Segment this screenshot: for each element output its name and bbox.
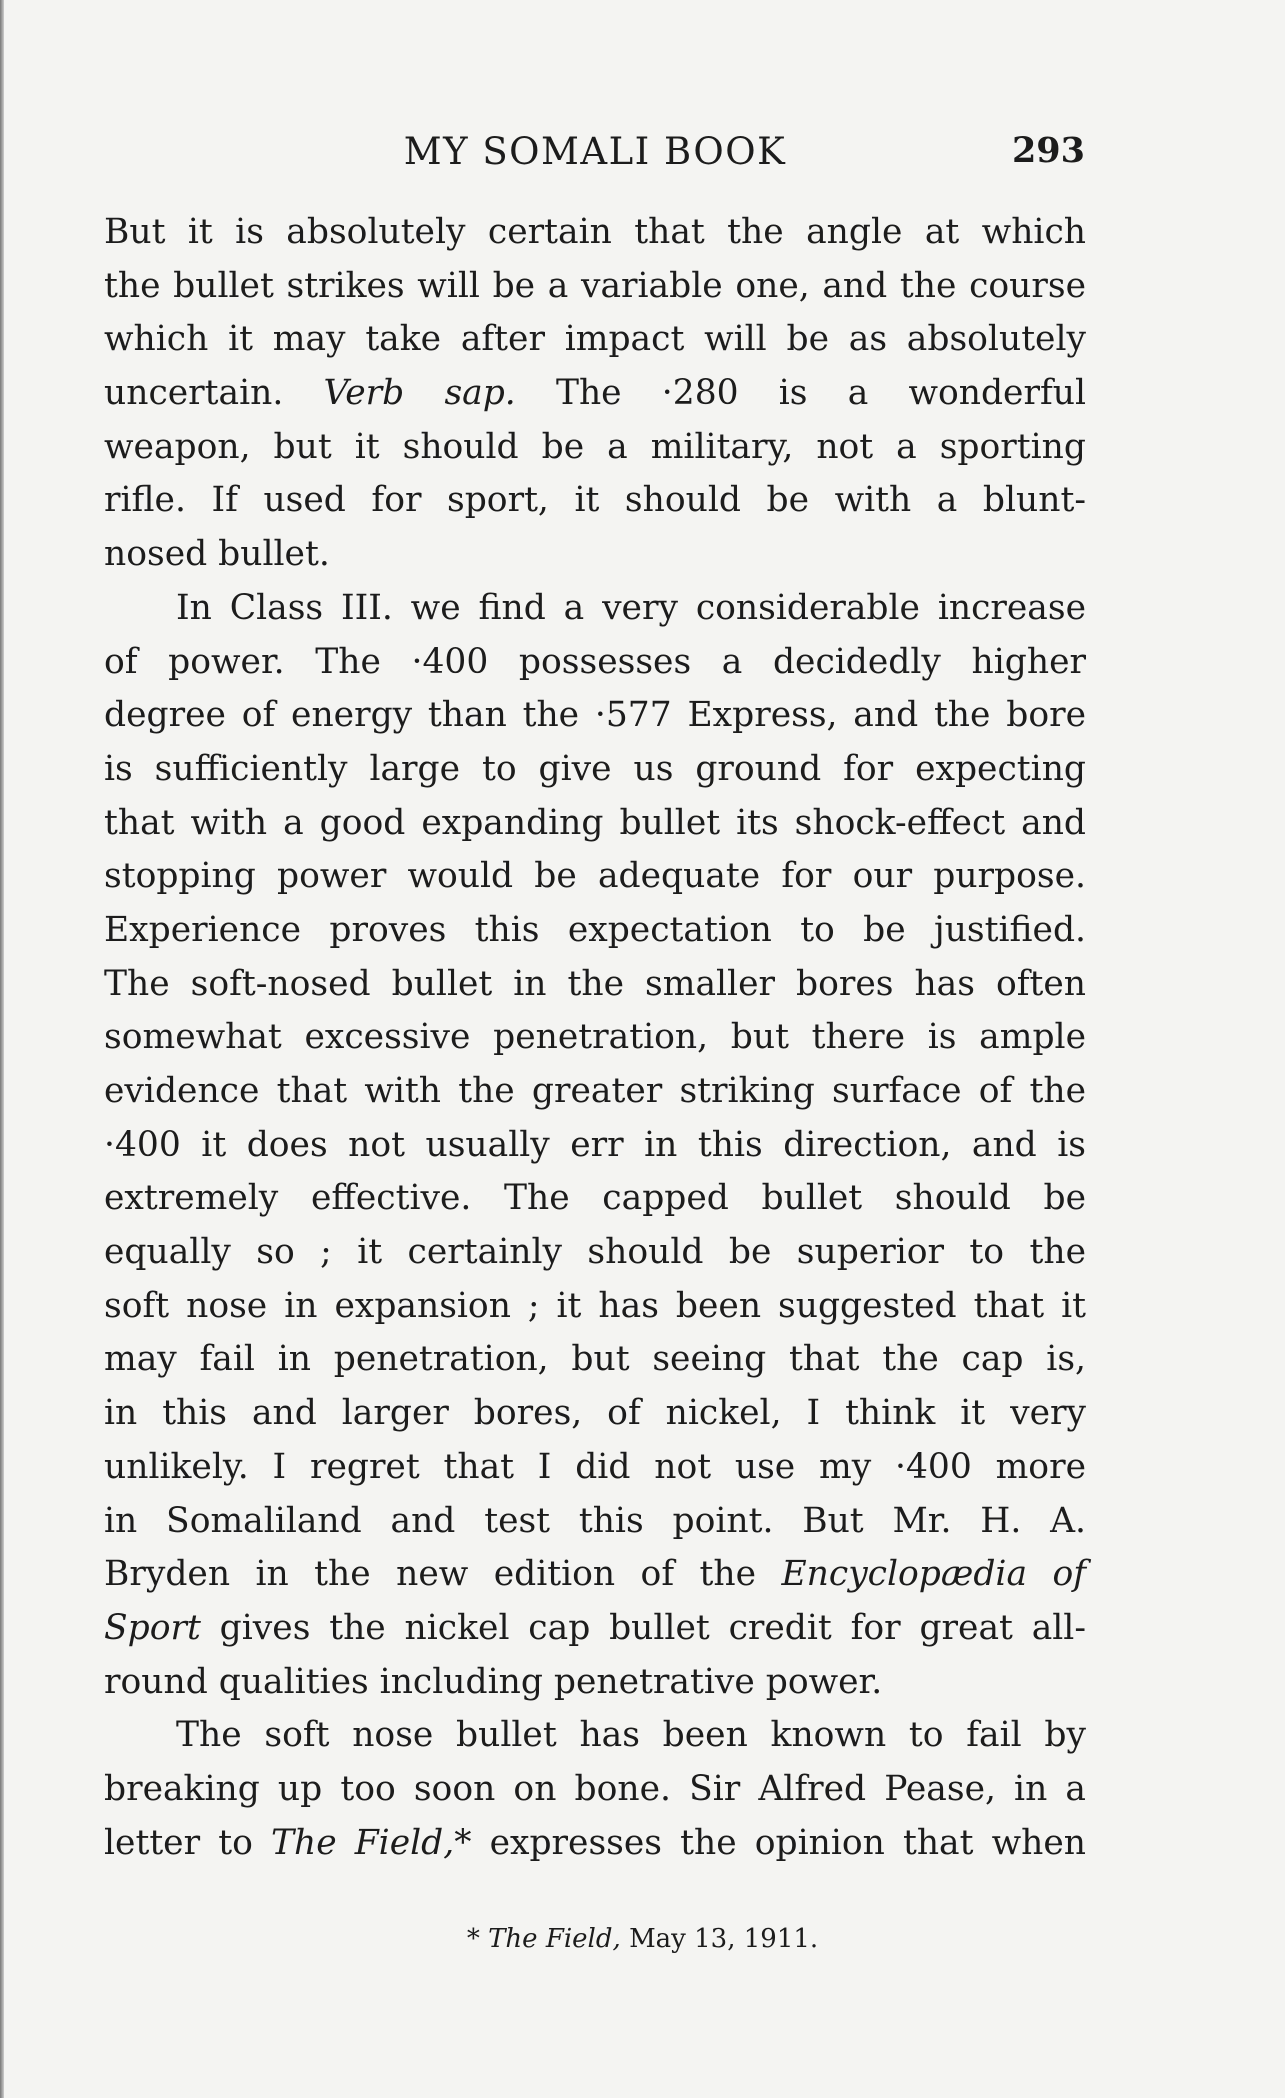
text-line: in this and larger bores, of nickel, I think it very bbox=[104, 1393, 1086, 1434]
text-line: degree of energy than the ·577 Express, and the bore bbox=[104, 695, 1086, 736]
text-line: somewhat excessive penetration, but there is ample bbox=[104, 1017, 1086, 1058]
text-line: breaking up too soon on bone. Sir Alfred Pease, in a bbox=[104, 1768, 1086, 1809]
text-line: that with a good expanding bullet its shock-effect and bbox=[104, 802, 1086, 843]
text-line: the bullet strikes will be a variable one, and the course bbox=[104, 265, 1086, 306]
text-line: uncertain. Verb sap. The ·280 is a wonderful bbox=[104, 373, 1086, 414]
footnote bbox=[0, 1924, 1285, 1954]
running-head bbox=[105, 130, 1085, 182]
text-line: soft nose in expansion ; it has been suggested that it bbox=[104, 1285, 1086, 1326]
body-text bbox=[104, 206, 1086, 1870]
text-line: extremely effective. The capped bullet should be bbox=[104, 1178, 1086, 1219]
text-line: in Somaliland and test this point. But Mr. H. A. bbox=[104, 1500, 1086, 1541]
text-line: weapon, but it should be a military, not a sporting bbox=[104, 426, 1086, 467]
text-line: rifle. If used for sport, it should be with a blunt- bbox=[104, 480, 1086, 521]
text-line: The soft-nosed bullet in the smaller bores has often bbox=[104, 963, 1086, 1004]
text-line: Bryden in the new edition of the Encyclopædia of bbox=[104, 1554, 1086, 1595]
text-line: But it is absolutely certain that the angle at which bbox=[104, 212, 1086, 252]
text-line: may fail in penetration, but seeing that the cap is, bbox=[104, 1339, 1086, 1380]
text-line: stopping power would be adequate for our purpose. bbox=[104, 856, 1086, 897]
running-title: MY SOMALI BOOK bbox=[403, 130, 787, 173]
footnote-source: The Field, bbox=[488, 1924, 621, 1954]
page-number: 293 bbox=[1011, 130, 1085, 171]
text-line: In Class III. we find a very considerable increase bbox=[176, 587, 1086, 628]
text-line: The soft nose bullet has been known to fail by bbox=[176, 1715, 1086, 1756]
text-line: is sufficiently large to give us ground for expecting bbox=[104, 748, 1086, 789]
text-line: ·400 it does not usually err in this direction, and is bbox=[104, 1124, 1086, 1165]
text-line: round qualities including penetrative power. bbox=[104, 1661, 883, 1702]
text-line: nosed bullet. bbox=[104, 534, 330, 575]
footnote-marker: * bbox=[466, 1924, 480, 1954]
text-line: Sport gives the nickel cap bullet credit for great all- bbox=[104, 1607, 1086, 1648]
text-line: of power. The ·400 possesses a decidedly higher bbox=[104, 641, 1086, 682]
text-line: equally so ; it certainly should be superior to the bbox=[104, 1232, 1086, 1273]
page-edge bbox=[0, 0, 4, 2098]
text-line: Experience proves this expectation to be justified. bbox=[104, 909, 1086, 950]
text-line: which it may take after impact will be as absolutely bbox=[104, 319, 1086, 360]
text-line: unlikely. I regret that I did not use my ·400 more bbox=[104, 1446, 1086, 1487]
text-line: letter to The Field,* expresses the opinion that when bbox=[104, 1822, 1086, 1863]
footnote-date: May 13, 1911. bbox=[629, 1924, 819, 1954]
text-line: evidence that with the greater striking surface of the bbox=[104, 1071, 1086, 1111]
